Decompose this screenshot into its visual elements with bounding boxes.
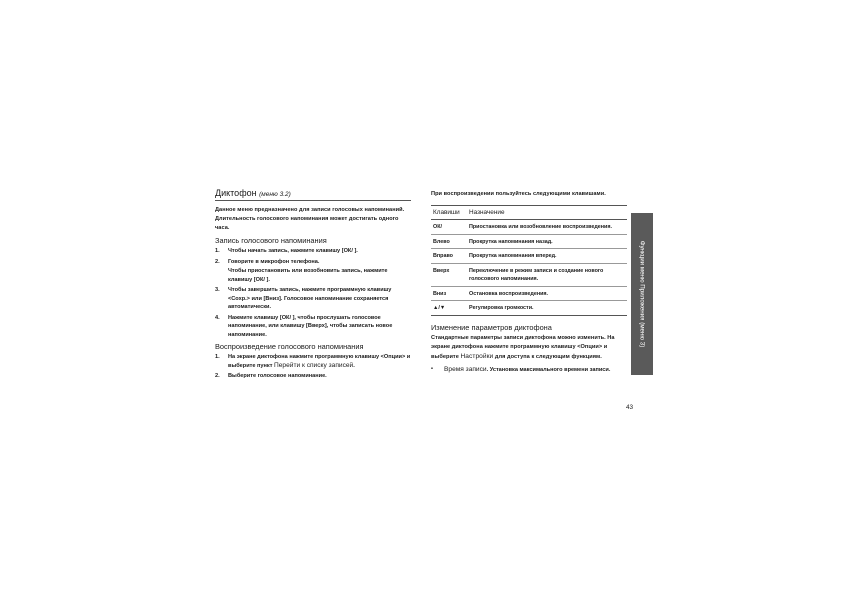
desc-cell: Прокрутка напоминания вперед. xyxy=(467,249,627,264)
menu-path: Перейти к списку записей xyxy=(274,361,354,369)
option-label: Время записи xyxy=(444,365,487,373)
key-cell: Вверх xyxy=(431,263,467,286)
settings-intro-text: Стандартные параметры записи диктофона можно изменить. На экране диктофона нажмите программную клавишу <Опции> и выберите xyxy=(431,334,615,360)
header-purpose: Назначение xyxy=(467,206,627,220)
section-title xyxy=(215,188,411,201)
table-row xyxy=(431,220,627,235)
bullet-icon: • xyxy=(431,365,433,372)
desc-cell: Остановка воспроизведения. xyxy=(467,286,627,301)
step-number: 2. xyxy=(215,373,220,379)
title-menu-ref: (меню 3.2) xyxy=(259,191,291,198)
key-cell: ОК/ xyxy=(431,220,467,235)
table-row xyxy=(431,249,627,264)
record-step xyxy=(215,286,411,312)
record-step xyxy=(215,258,411,285)
chapter-tab-label: Функции меню Приложения (меню 3) xyxy=(638,240,646,348)
table-row xyxy=(431,234,627,249)
step-number: 2. xyxy=(215,258,220,265)
step-text: Чтобы завершить запись, нажмите программную клавишу <Сохр.> или [Вниз]. Голосовое напоминание сохраняется автоматически. xyxy=(228,287,392,310)
step-number: 4. xyxy=(215,314,220,321)
desc-cell: Переключение в режим записи и создание нового голосового напоминания. xyxy=(467,263,627,286)
step-number: 1. xyxy=(215,354,220,360)
step-text: Нажмите клавишу [ОК/ ], чтобы прослушать голосовое напоминание, или клавишу [Вверх], чтобы записать новое напоминание. xyxy=(228,314,393,338)
settings-intro-text-end: для доступа к следующим функциям. xyxy=(493,353,602,360)
record-step xyxy=(215,314,411,340)
playback-intro: При воспроизведении пользуйтесь следующими клавишами. xyxy=(431,191,606,197)
intro-paragraph: Данное меню предназначено для записи голосовых напоминаний. Длительность голосового напоминания может достигать одного часа. xyxy=(215,207,405,231)
table-row xyxy=(431,301,627,316)
table-row xyxy=(431,286,627,301)
key-cell: ▲/▼ xyxy=(431,301,467,316)
play-steps xyxy=(215,353,411,381)
keys-table xyxy=(431,205,627,316)
step-text: Выберите голосовое напоминание. xyxy=(228,373,327,379)
record-steps xyxy=(215,247,411,339)
desc-cell: Приостановка или возобновление воспроизведения. xyxy=(467,220,627,235)
step-text: Говорите в микрофон телефона. xyxy=(228,258,320,265)
left-column xyxy=(215,188,411,383)
key-cell: Влево xyxy=(431,234,467,249)
play-step xyxy=(215,353,411,370)
step-text: На экране диктофона нажмите программную клавишу <Опции> и выберите пункт xyxy=(228,354,411,369)
desc-cell: Прокрутка напоминания назад. xyxy=(467,234,627,249)
header-keys: Клавиши xyxy=(431,206,467,220)
step-note: Чтобы приостановить или возобновить запись, нажмите клавишу [ОК/ ]. xyxy=(228,268,388,283)
settings-heading: Изменение параметров диктофона xyxy=(431,322,552,332)
settings-menu-item: Настройки xyxy=(460,352,494,360)
desc-cell: Регулировка громкости. xyxy=(467,301,627,316)
list-item xyxy=(431,365,627,375)
key-cell: Вправо xyxy=(431,249,467,264)
page-number: 43 xyxy=(626,404,634,411)
settings-intro xyxy=(431,334,627,362)
title-text: Диктофон xyxy=(215,188,257,198)
record-heading: Запись голосового напоминания xyxy=(215,236,327,245)
play-heading: Воспроизведение голосового напоминания xyxy=(215,342,364,351)
option-text: . Установка максимального времени записи. xyxy=(486,366,611,373)
step-text-end: . xyxy=(353,362,355,369)
step-text: Чтобы начать запись, нажмите клавишу [ОК/ ]. xyxy=(228,248,358,254)
key-cell: Вниз xyxy=(431,286,467,301)
table-row xyxy=(431,263,627,286)
settings-list xyxy=(431,365,627,375)
record-step xyxy=(215,247,411,256)
right-column xyxy=(431,190,627,375)
step-number: 3. xyxy=(215,287,220,293)
play-step xyxy=(215,372,411,381)
step-number: 1. xyxy=(215,248,220,254)
table-header-row xyxy=(431,206,627,220)
